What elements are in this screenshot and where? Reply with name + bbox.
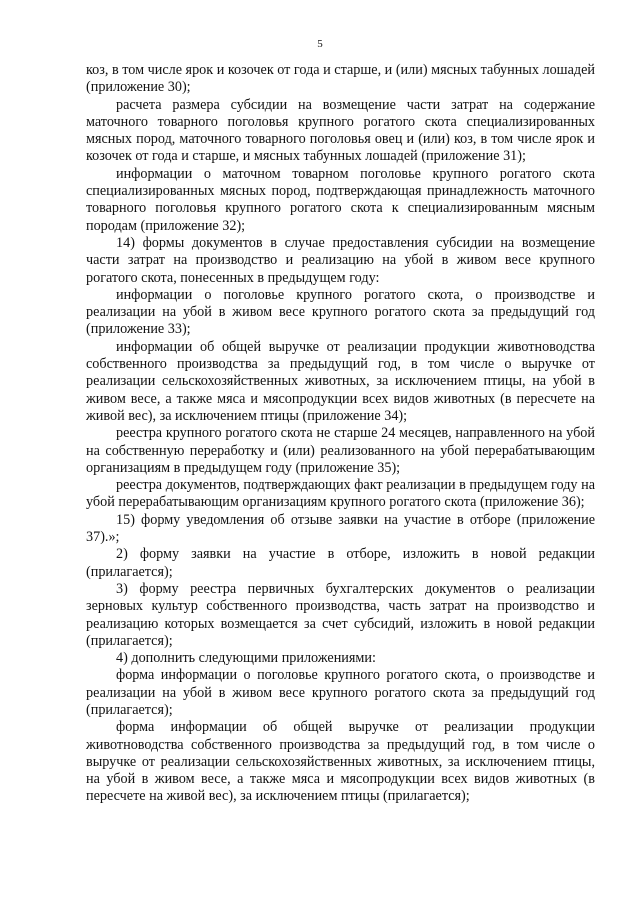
paragraph: форма информации об общей выручке от реализации продукции животноводства собственного производства за предыдущий год, в том числе о выручке от реализации сельскохозяйственных животных, за исключением птицы, на убой в живом весе, а также мяса и мясопродукции всех видов животных (в пересчете на живой вес), за исключением птицы (прилагается); xyxy=(86,719,595,805)
paragraph: 3) форму реестра первичных бухгалтерских документов о реализации зерновых культур собственного производства, часть затрат на производство и реализацию которых возмещается за счет субсидий, изложить в новой редакции (прилагается); xyxy=(86,580,595,649)
paragraph: расчета размера субсидии на возмещение части затрат на содержание маточного товарного поголовья крупного рогатого скота специализированных мясных пород, маточного товарного поголовья овец и (или) коз, в том числе ярок и козочек от года и старше, и мясных табунных лошадей (приложение 31); xyxy=(86,96,595,165)
paragraph: реестра крупного рогатого скота не старше 24 месяцев, направленного на убой на собственную переработку и (или) реализованного на убой перерабатывающим организациям в предыдущем году (приложение 35); xyxy=(86,425,595,476)
page-number: 5 xyxy=(317,38,323,50)
paragraph: информации о маточном товарном поголовье крупного рогатого скота специализированных мясных пород, подтверждающая принадлежность маточного товарного поголовья крупного рогатого скота к специализированным мясным породам (приложение 32); xyxy=(86,165,595,234)
paragraph: информации о поголовье крупного рогатого скота, о производстве и реализации на убой в живом весе крупного рогатого скота за предыдущий год (приложение 33); xyxy=(86,286,595,338)
paragraph: 2) форму заявки на участие в отборе, изложить в новой редакции (прилагается); xyxy=(86,546,595,580)
paragraph: 15) форму уведомления об отзыве заявки на участие в отборе (приложение 37).»; xyxy=(86,511,595,546)
paragraph: 4) дополнить следующими приложениями: xyxy=(116,650,376,667)
paragraph-continuation: коз, в том числе ярок и козочек от года и старше, и (или) мясных табунных лошадей (приложение 30); xyxy=(86,62,595,96)
paragraph: форма информации о поголовье крупного рогатого скота, о производстве и реализации на убой в живом весе крупного рогатого скота за предыдущий год (прилагается); xyxy=(86,667,595,718)
paragraph: информации об общей выручке от реализации продукции животноводства собственного производства за предыдущий год, в том числе о выручке от реализации сельскохозяйственных животных, за исключением птицы, на убой в живом весе, а также мяса и мясопродукции всех видов животных (в пересчете на живой вес), за исключением птицы (приложение 34); xyxy=(86,338,595,424)
document-body xyxy=(86,62,595,806)
paragraph: 14) формы документов в случае предоставления субсидии на возмещение части затрат на производство и реализацию на убой в живом весе крупного рогатого скота, понесенных в предыдущем году: xyxy=(86,234,595,286)
paragraph: реестра документов, подтверждающих факт реализации в предыдущем году на убой перерабатывающим организациям крупного рогатого скота (приложение 36); xyxy=(86,477,595,511)
